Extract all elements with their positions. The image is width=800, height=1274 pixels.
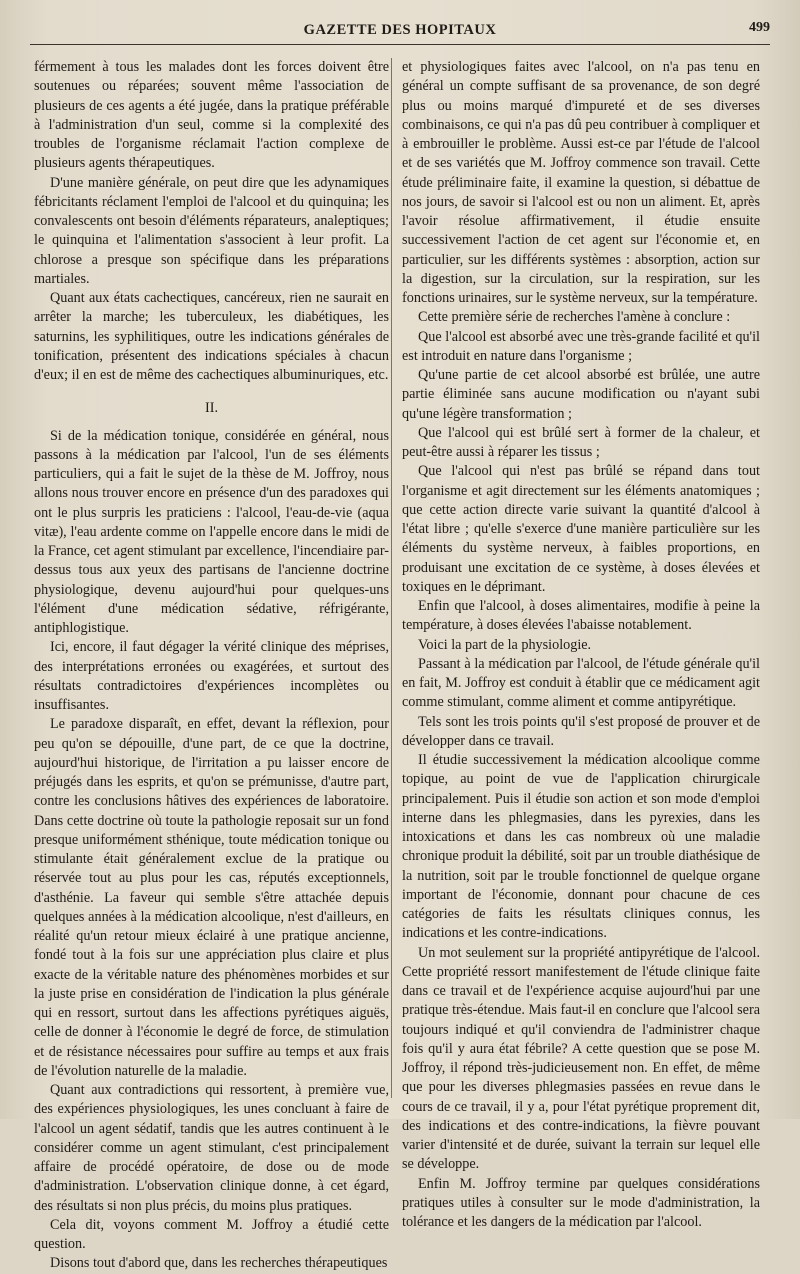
paragraph: Passant à la médication par l'alcool, de l'étude générale qu'il en fait, M. Joffroy est conduit à établir que ce médicament agit comme stimulant, comme aliment et comme antipyrétique. [402,655,760,711]
paragraph: Il étudie successivement la médication alcoolique comme topique, au point de vue de l'application chirurgicale principalement. Puis il étudie son action et son mode d'emploi interne dans les phlegmasies, dans les pyrexies, dans les intoxications et dans les cas nombreux où une maladie chronique produit la débilité, soit par un trouble diathésique de la nutrition, soit par le trouble fonctionnel de quelque organe important de l'économie, donnant pour chacune de ces catégories de faits les résultats cliniques connus, les indications et les contre-indications. [402,752,760,942]
paragraph: Enfin que l'alcool, à doses alimentaires, modifie à peine la température, à doses élevées l'abaisse notablement. [402,598,760,634]
column-divider [391,58,392,1098]
right-column [402,58,760,1232]
page-header [30,14,770,45]
page-number: 499 [749,20,770,35]
paragraph: Disons tout d'abord que, dans les recherches thérapeutiques [50,1255,388,1272]
paragraph: Que l'alcool qui est brûlé sert à former de la chaleur, et peut-être aussi à réparer les tissus ; [402,424,760,460]
paragraph: Que l'alcool qui n'est pas brûlé se répand dans tout l'organisme et agit directement sur les éléments anatomiques ; que cette action directe varie suivant la quantité d'alcool à l'état libre ; qu'elle s'exerce d'une manière particulière sur les éléments du système nerveux, à faibles proportions, en produisant une excitation de ce système, à doses élevées et toxiques en le déprimant. [402,463,760,595]
paragraph: Qu'une partie de cet alcool absorbé est brûlée, une autre partie éliminée sans aucune modification ou n'ayant subi qu'une légère transformation ; [402,367,760,422]
paragraph: Ici, encore, il faut dégager la vérité clinique des méprises, des interprétations erronées ou exagérées, et surtout des résultats contradictoires d'expériences incomplètes ou insuffisantes. [34,639,389,713]
running-title: GAZETTE DES HOPITAUX [303,22,497,38]
paragraph: Voici la part de la physiologie. [418,636,592,653]
paragraph: férmement à tous les malades dont les forces doivent être soutenues ou réparées; souvent même l'association de plusieurs de ces agents a été jugée, dans la pratique préférable à l'administration d'un seul, comme si la complexité des troubles de l'organisme réclamait l'action complexe de plusieurs agents thérapeutiques. [34,59,389,172]
paragraph: Un mot seulement sur la propriété antipyrétique de l'alcool. Cette propriété ressort manifestement de l'étude clinique faite dans ce travail et de l'expérience acquise aujourd'hui par une pratique très-étendue. Mais faut-il en conclure que l'alcool sera toujours indiqué et qu'il conviendra de l'administrer chaque fois qu'il y aura état fébrile? A cette question que se pose M. Joffroy, il répond très-judicieusement non. En effet, de même que pour les diverses phlegmasies passées en revue dans le cours de ce travail, il y a, pour l'état pyrétique proprement dit, des indications et des contre-indications, la fièvre pouvant varier d'intensité et de durée, suivant la terrain sur lequel elle se développe. [402,944,760,1173]
paragraph: D'une manière générale, on peut dire que les adynamiques fébricitants réclament l'emploi de l'alcool et du quinquina; les convalescents ont besoin d'éléments réparateurs, analeptiques; le quinquina et l'alimentation s'associent à leur profit. La chlorose a presque son spécifique dans les préparations martiales. [34,174,389,287]
paragraph: Tels sont les trois points qu'il s'est proposé de prouver et de développer dans ce travail. [402,713,760,749]
paragraph: Si de la médication tonique, considérée en général, nous passons à la médication par l'alcool, l'un de ses éléments particuliers, qui a fait le sujet de la thèse de M. Joffroy, nous allons nous trouver encore en présence d'un des paradoxes qui ont le plus surpris les praticiens : l'alcool, l'eau-de-vie (aqua vitæ), l'eau ardente comme on l'appelle encore dans le midi de la France, cet agent stimulant par excellence, l'incendiaire par-dessus tous aux yeux des partisans de l'ancienne doctrine physiologique, devenu aujourd'hui pour quelques-uns l'élément d'une médication sédative, réfrigérante, antiphlogistique. [34,427,389,636]
paragraph: et physiologiques faites avec l'alcool, on n'a pas tenu en général un compte suffisant de sa provenance, de son degré plus ou moins marqué d'impureté et de ses diverses combinaisons, ce qui n'a pas dû peu contribuer à compliquer et à embrouiller le problème. Aussi est-ce par l'étude de l'alcool et de ses variétés que M. Joffroy commence son travail. Cette étude préliminaire faite, il examine la question, si débattue de nos jours, de savoir si l'alcool est ou non un aliment. Et, après l'avoir résolue affirmativement, il étudie ensuite successivement l'action de cet agent sur l'économie et, en particulier, sur les différents systèmes : absorption, action sur la digestion, sur la circulation, sur la respiration, sur les fonctions urinaires, sur le système nerveux, sur la température. [402,59,760,306]
paragraph: Cette première série de recherches l'amène à conclure : [418,309,731,326]
paragraph: Cela dit, voyons comment M. Joffroy a étudié cette question. [34,1216,389,1252]
paragraph: Le paradoxe disparaît, en effet, devant la réflexion, pour peu qu'on se dépouille, d'une part, de ce que la doctrine, aujourd'hui historique, de l'irritation a pu laisser encore de préjugés dans les esprits, et qu'on se prémunisse, d'autre part, contre les conclusions hâtives des expériences de laboratoire. Dans cette doctrine où toute la pathologie reposait sur un fond presque uniformément sthénique, toute médication tonique ou stimulante était généralement exclue de la pratique ou réservée tout au plus pour les cas, réputés exceptionnels, d'asthénie. La faveur qui semble s'être attachée depuis quelques années à la médication alcoolique, n'est d'ailleurs, en réalité qu'un retour mieux éclairé à une pratique ancienne, fondé tout à la fois sur une appréciation plus claire et plus exacte de la véritable nature des phénomènes morbides et sur la juste prise en considération de l'indication la plus générale qui en ressort, surtout dans les affections pyrétiques aiguës, celle de donner à l'économie le degré de force, de stimulation et de résistance nécessaires pour suffire au temps et aux frais de l'évolution naturelle de la maladie. [34,716,389,1079]
section-number: II. [205,400,218,417]
left-column [34,58,389,1274]
paragraph: Enfin M. Joffroy termine par quelques considérations pratiques utiles à consulter sur le mode d'administration, la tolérance et les dangers de la médication par l'alcool. [402,1175,760,1230]
paragraph: Que l'alcool est absorbé avec une très-grande facilité et qu'il est introduit en nature dans l'organisme ; [402,328,760,364]
paragraph: Quant aux états cachectiques, cancéreux, rien ne saurait en arrêter la marche; les tuberculeux, les diabétiques, les saturnins, les syphilitiques, outre les indications générales de tonification, présentent des indications spéciales à chacun d'eux; il en est de même des cachectiques albuminuriques, etc. [34,290,389,383]
paragraph: Quant aux contradictions qui ressortent, à première vue, des expériences physiologiques, les unes concluant à faire de l'alcool un agent sédatif, tandis que les autres continuent à le considérer comme un agent stimulant, c'est principalement affaire de procédé opératoire, de dose ou de mode d'administration. L'observation clinique donne, à cet égard, des résultats si non plus précis, du moins plus pratiques. [34,1082,389,1214]
